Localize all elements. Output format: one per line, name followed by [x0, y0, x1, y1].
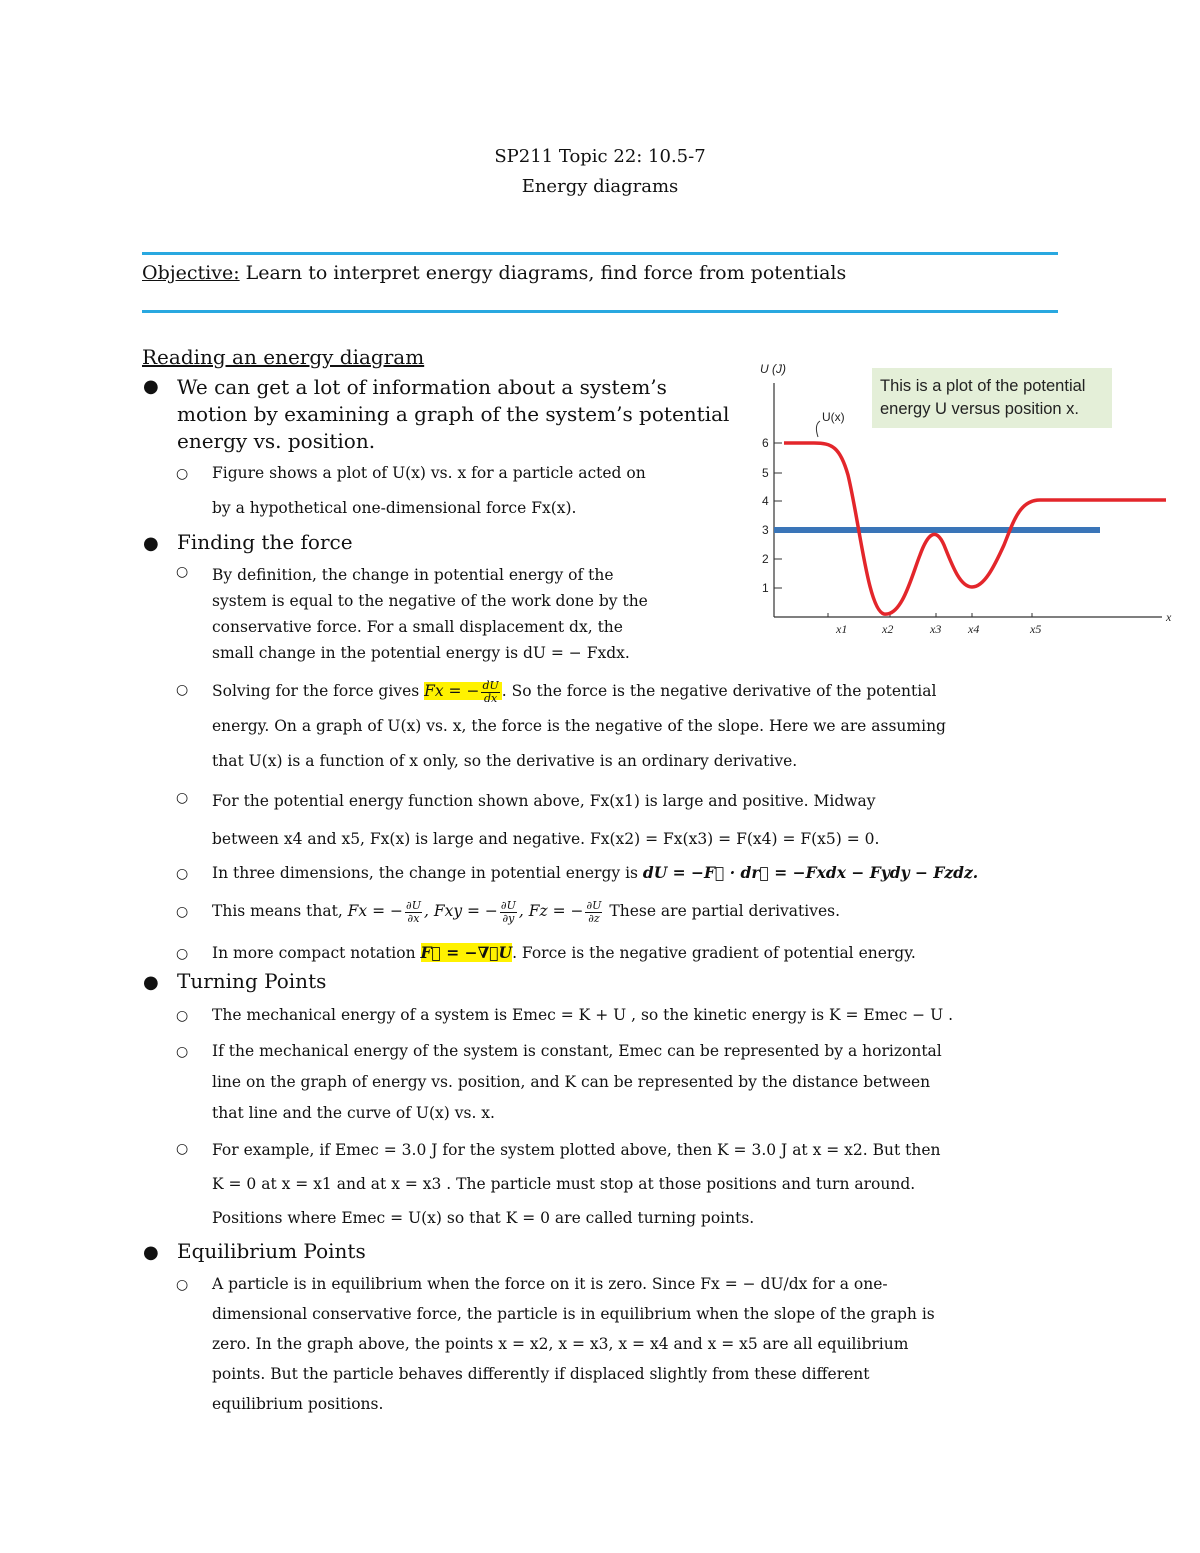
- compact-note: . Force is the negative gradient of potential energy.: [512, 944, 916, 962]
- sub-bullet-icon: ○: [176, 904, 189, 920]
- section-heading-turning: Turning Points: [177, 969, 327, 993]
- course-title: SP211 Topic 22: 10.5-7: [494, 146, 706, 167]
- three-d-text: In three dimensions, the change in potential energy is: [212, 864, 643, 882]
- x-tick-x3: x3: [930, 622, 942, 636]
- reading-bullet-text: We can get a lot of information about a system’s motion by examining a graph of the system’s potential energy vs. position.: [177, 375, 730, 453]
- y-tick-4: 4: [762, 494, 769, 508]
- curve-label: U(x): [822, 410, 845, 424]
- y-tick-3: 3: [762, 523, 769, 537]
- partial-x-fraction: [405, 900, 422, 925]
- equilibrium-line-1: A particle is in equilibrium when the force on it is zero. Since Fx = − dU/dx for a one-: [212, 1275, 888, 1293]
- partial-numerator: ∂U: [586, 898, 602, 912]
- fx-partial: Fx = −: [347, 902, 403, 920]
- definition-line-4: small change in the potential energy is dU = − Fxdx.: [212, 644, 630, 662]
- example-line-1: For the potential energy function shown above, Fx(x1) is large and positive. Midway: [212, 792, 876, 810]
- y-tick-2: 2: [762, 552, 769, 566]
- partials-text: This means that,: [212, 902, 348, 920]
- sub-bullet-icon: ○: [176, 564, 189, 580]
- x-tick-x5: x5: [1030, 622, 1042, 636]
- sub-bullet-icon: ○: [176, 790, 189, 806]
- objective-label: Objective:: [142, 262, 240, 284]
- bullet-icon: ●: [143, 972, 159, 993]
- curve-label-leader: [816, 421, 820, 437]
- objective-text: Learn to interpret energy diagrams, find force from potentials: [239, 262, 847, 284]
- solving-line-2: energy. On a graph of U(x) vs. x, the force is the negative of the slope. Here we are assuming: [212, 717, 946, 735]
- figure-callout-text: This is a plot of the potential energy U versus position x.: [880, 377, 1086, 418]
- constant-line-1: If the mechanical energy of the system is constant, Emec can be represented by a horizontal: [212, 1042, 942, 1060]
- section-heading-force: Finding the force: [177, 530, 353, 554]
- bullet-icon: ●: [143, 376, 159, 397]
- y-tick-labels: [762, 436, 769, 595]
- y-tick-1: 1: [762, 581, 769, 595]
- objective-line: [142, 262, 846, 284]
- partials-note: These are partial derivatives.: [604, 902, 841, 920]
- constant-line-3: that line and the curve of U(x) vs. x.: [212, 1104, 495, 1122]
- constant-line-2: line on the graph of energy vs. position, and K can be represented by the distance between: [212, 1073, 931, 1091]
- sub-bullet-icon: ○: [176, 682, 189, 698]
- energy-diagram-figure: [752, 355, 1182, 645]
- bullet-icon: ●: [143, 533, 159, 554]
- sub-bullet-icon: ○: [176, 466, 189, 482]
- x-tick-x2: x2: [882, 622, 894, 636]
- partial-denominator-y: ∂y: [502, 911, 515, 925]
- section-heading-equilibrium: Equilibrium Points: [177, 1239, 366, 1263]
- equilibrium-line-5: equilibrium positions.: [212, 1395, 384, 1413]
- fraction-denominator: dx: [483, 691, 498, 705]
- figure-note-line-1: Figure shows a plot of U(x) vs. x for a particle acted on: [212, 464, 646, 482]
- y-tick-marks: [774, 443, 782, 588]
- y-tick-5: 5: [762, 466, 769, 480]
- bottom-divider: [142, 310, 1058, 313]
- sub-bullet-icon: ○: [176, 946, 189, 962]
- figure-note-line-2: by a hypothetical one-dimensional force Fx(x).: [212, 499, 577, 517]
- partial-denominator-z: ∂z: [588, 911, 600, 925]
- x-tick-x1: x1: [836, 622, 848, 636]
- fz-partial: , Fz = −: [518, 902, 584, 920]
- y-tick-6: 6: [762, 436, 769, 450]
- turning-example-line-3: Positions where Emec = U(x) so that K = 0 are called turning points.: [212, 1209, 755, 1227]
- x-axis-label: x: [1166, 610, 1172, 624]
- turning-example-line-1: For example, if Emec = 3.0 J for the system plotted above, then K = 3.0 J at x = x2. But then: [212, 1141, 941, 1159]
- bullet-icon: ●: [143, 1242, 159, 1263]
- x-tick-x4: x4: [968, 622, 980, 636]
- equilibrium-line-4: points. But the particle behaves differently if displaced slightly from these different: [212, 1365, 870, 1383]
- du-dx-fraction: [481, 680, 499, 705]
- fraction-numerator: dU: [482, 678, 499, 692]
- partial-numerator: ∂U: [406, 898, 421, 912]
- solving-text-b: . So the force is the negative derivative of the potential: [501, 682, 937, 700]
- fxy-partial: , Fxy = −: [423, 902, 498, 920]
- solving-text-a: Solving for the force gives: [212, 682, 425, 700]
- force-formula-highlight: [424, 678, 502, 705]
- three-d-equation: dU = −F⃗ · dr⃗ = −Fxdx − Fydy − Fzdz.: [642, 863, 979, 882]
- sub-bullet-icon: ○: [176, 1044, 189, 1060]
- example-line-2: between x4 and x5, Fx(x) is large and negative. Fx(x2) = Fx(x3) = F(x4) = F(x5) = 0.: [212, 830, 880, 848]
- y-axis-label: U (J): [760, 362, 786, 376]
- sub-bullet-icon: ○: [176, 1277, 189, 1293]
- force-formula: Fx = −: [424, 682, 480, 700]
- solving-line-1: [212, 674, 1062, 709]
- sub-bullet-icon: ○: [176, 1141, 189, 1157]
- sub-bullet-icon: ○: [176, 866, 189, 882]
- definition-line-1: By definition, the change in potential energy of the: [212, 566, 614, 584]
- equilibrium-line-3: zero. In the graph above, the points x = x2, x = x3, x = x4 and x = x5 are all equilibrium: [212, 1335, 909, 1353]
- equilibrium-line-2: dimensional conservative force, the particle is in equilibrium when the slope of the graph is: [212, 1305, 935, 1323]
- page-subtitle: Energy diagrams: [521, 176, 679, 197]
- solving-line-3: that U(x) is a function of x only, so the derivative is an ordinary derivative.: [212, 752, 798, 770]
- top-divider: [142, 252, 1058, 255]
- definition-line-3: conservative force. For a small displacement dx, the: [212, 618, 623, 636]
- gradient-formula-highlight: F⃗ = −∇⃗U: [420, 943, 513, 962]
- mechanical-energy-line: The mechanical energy of a system is Emec = K + U , so the kinetic energy is K = Emec − U .: [212, 1006, 954, 1024]
- partial-z-fraction: [585, 900, 602, 925]
- x-tick-labels: [835, 622, 1041, 636]
- sub-bullet-icon: ○: [176, 1008, 189, 1024]
- partial-y-fraction: [500, 900, 517, 925]
- partial-denominator-x: ∂x: [407, 911, 420, 925]
- turning-example-line-2: K = 0 at x = x1 and at x = x3 . The particle must stop at those positions and turn around.: [212, 1175, 916, 1193]
- compact-text: In more compact notation: [212, 944, 421, 962]
- partial-numerator: ∂U: [500, 898, 516, 912]
- definition-line-2: system is equal to the negative of the work done by the: [212, 592, 648, 610]
- section-heading-reading: Reading an energy diagram: [142, 345, 425, 369]
